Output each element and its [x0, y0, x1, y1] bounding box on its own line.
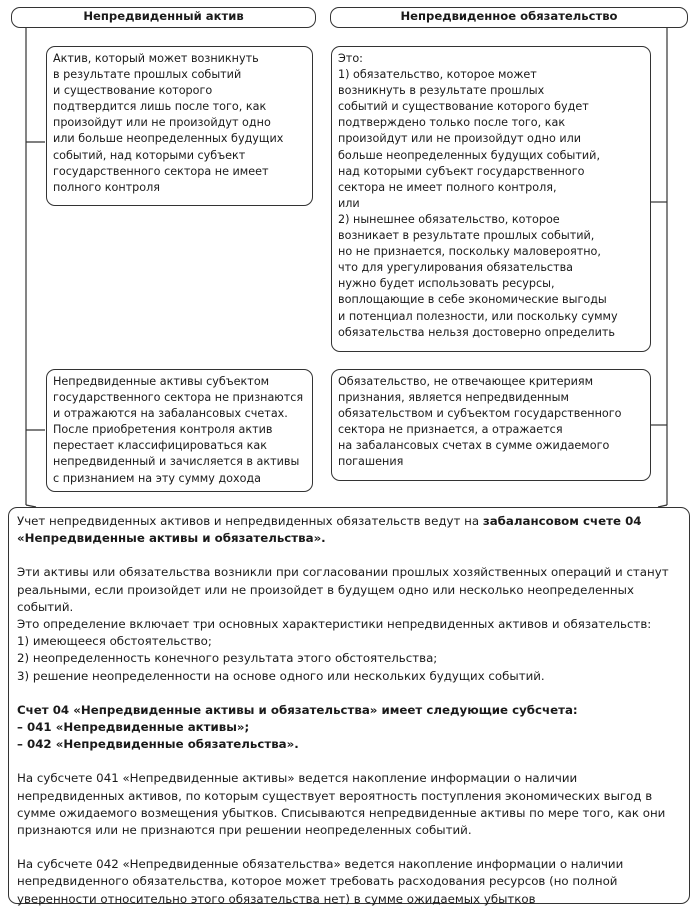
summary-intro	[17, 513, 681, 547]
subaccount-042: – 042 «Непредвиденные обязательства».	[17, 737, 299, 752]
right-header: Непредвиденное обязательство	[330, 7, 688, 28]
contingent-asset-recognition: Непредвиденные активы субъектом государственного сектора не признаются и отражаются на забалансовых счетах. После приобретения контроля актив перестает классифицироваться как непредвиденный и зачисляется в активы с признанием на эту сумму дохода	[46, 369, 313, 492]
subaccount-041-description: На субсчете 041 «Непредвиденные активы» ведется накопление информации о наличии непредвиденных активов, по которым существует вероятность поступления экономических выгод в сумме ожидаемого возмещения убытков. Списываются непредвиденные активы по мере того, как они признаются или не признаются при решении неопределенных событий.	[17, 771, 666, 838]
summary-box	[8, 507, 690, 904]
contingent-asset-definition: Актив, который может возникнуть в результате прошлых событий и существование которого подтвердится лишь после того, как произойдут или не произойдут одно или больше неопределенных будущих событий, над которыми субъект государственного сектора не имеет полного контроля	[46, 46, 313, 206]
contingent-liability-definition: Это: 1) обязательство, которое может возникнуть в результате прошлых событий и существование которого будет подтверждено только после того, как произойдут или не произойдут одно или больше неопределенных будущих событий, над которыми субъект государственного сектора не имеет полного контроля, или 2) нынешнее обязательство, которое возникает в результате прошлых событий, но не признается, поскольку маловероятно, что для урегулирования обязательства нужно будет использовать ресурсы, воплощающие в себе экономические выгоды и потенциал полезности, или поскольку сумму обязательства нельзя достоверно определить	[331, 46, 651, 352]
account-04-title: забалансовом счете 04 «Непредвиденные активы и обязательства».	[17, 514, 642, 546]
characteristic-item: 2) неопределенность конечного результата этого обстоятельства;	[17, 651, 438, 666]
subaccounts-title: Счет 04 «Непредвиденные активы и обязательства» имеет следующие субсчета:	[17, 702, 578, 717]
left-header: Непредвиденный актив	[11, 7, 316, 28]
summary-characteristics: Это определение включает три основных характеристики непредвиденных активов и обязательств:	[17, 617, 652, 632]
subaccount-042-description: На субсчете 042 «Непредвиденные обязательства» ведется накопление информации о наличии непредвиденного обязательства, которое может требовать расходования ресурсов (но полной уверенности относительно этого обязательства нет) в сумме ожидаемых убытков	[17, 857, 624, 906]
characteristic-item: 1) имеющееся обстоятельство;	[17, 634, 212, 649]
summary-origin: Эти активы или обязательства возникли при согласовании прошлых хозяйственных операций и станут реальными, если произойдет или не произойдет в будущем одно или несколько неопределенных событий.	[17, 565, 669, 614]
contingent-liability-recognition: Обязательство, не отвечающее критериям признания, является непредвиденным обязательством и субъектом государственного сектора не признается, а отражается на забалансовых счетах в сумме ожидаемого погашения	[331, 369, 651, 481]
summary-intro-text: Учет непредвиденных активов и непредвиденных обязательств ведут на	[17, 514, 483, 528]
subaccount-041: – 041 «Непредвиденные активы»;	[17, 720, 250, 735]
characteristic-item: 3) решение неопределенности на основе одного или нескольких будущих событий.	[17, 668, 545, 683]
